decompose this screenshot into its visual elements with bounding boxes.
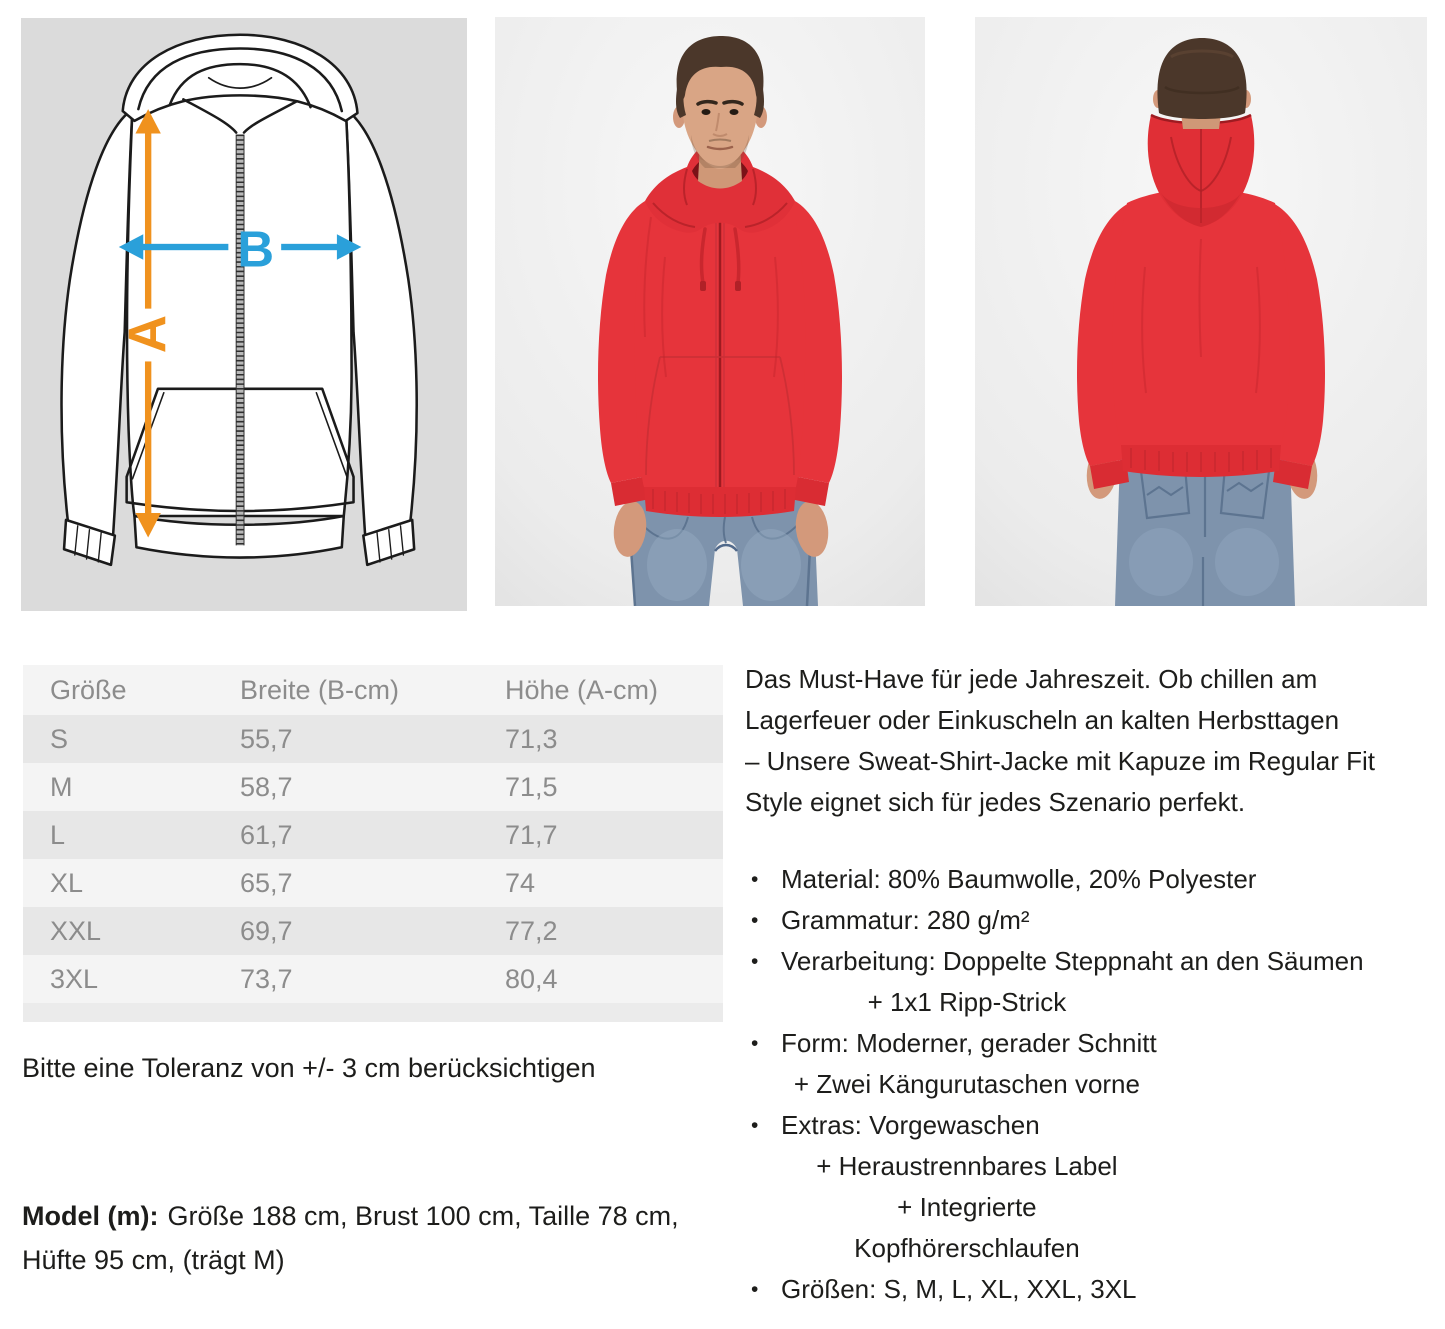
col-header-hoehe: Höhe (A-cm) (478, 665, 723, 715)
bullet-icon: • (751, 1278, 759, 1301)
bullet-icon: • (751, 1114, 759, 1137)
list-item (745, 859, 1445, 900)
table-row (23, 955, 723, 1003)
hoodie-line-art (21, 18, 467, 611)
size-diagram-panel (21, 18, 467, 611)
size-cell: XL (23, 859, 213, 907)
size-cell: XXL (23, 907, 213, 955)
col-header-groesse: Größe (23, 665, 213, 715)
model-label: Model (m): (22, 1201, 159, 1231)
feature-list (745, 859, 1445, 1310)
hoehe-cell: 77,2 (478, 907, 723, 955)
intro-line: Lagerfeuer oder Einkuscheln an kalten Herbsttagen (745, 705, 1340, 735)
model-info-line1 (22, 1194, 732, 1238)
front-model-illustration (495, 17, 925, 606)
hoehe-cell: 71,5 (478, 763, 723, 811)
label-a: A (118, 314, 178, 354)
table-row (23, 763, 723, 811)
bullet-icon: • (751, 950, 759, 973)
table-row (23, 859, 723, 907)
model-measurements: Größe 188 cm, Brust 100 cm, Taille 78 cm, (167, 1201, 679, 1231)
breite-cell: 65,7 (213, 859, 478, 907)
bullet-icon: • (751, 868, 759, 891)
tolerance-note: Bitte eine Toleranz von +/- 3 cm berücksichtigen (22, 1053, 596, 1083)
list-item (745, 1023, 1445, 1105)
hoehe-cell: 74 (478, 859, 723, 907)
breite-cell: 55,7 (213, 715, 478, 763)
size-table (23, 665, 723, 1003)
feature-text: Extras: Vorgewaschen (781, 1110, 1040, 1140)
feature-text: Form: Moderner, gerader Schnitt (781, 1028, 1157, 1058)
bullet-icon: • (751, 1032, 759, 1055)
table-header-row (23, 665, 723, 715)
back-photo-panel (975, 17, 1427, 606)
hoehe-cell: 71,7 (478, 811, 723, 859)
description-intro (745, 659, 1445, 823)
size-cell: 3XL (23, 955, 213, 1003)
size-cell: S (23, 715, 213, 763)
breite-cell: 73,7 (213, 955, 478, 1003)
model-info-line2: Hüfte 95 cm, (trägt M) (22, 1245, 285, 1275)
hoehe-cell: 71,3 (478, 715, 723, 763)
feature-subtext: + Heraustrennbares Label (816, 1151, 1118, 1181)
bullet-icon: • (751, 909, 759, 932)
feature-text: Größen: S, M, L, XL, XXL, 3XL (781, 1274, 1137, 1304)
product-description (745, 659, 1445, 1310)
zipper-line (236, 135, 244, 546)
model-info (22, 1194, 732, 1282)
size-cell: M (23, 763, 213, 811)
table-row (23, 715, 723, 763)
col-header-breite: Breite (B-cm) (213, 665, 478, 715)
feature-subtext: + Integrierte Kopfhörerschlaufen (854, 1192, 1080, 1263)
breite-cell: 58,7 (213, 763, 478, 811)
feature-subtext: + 1x1 Ripp-Strick (867, 987, 1067, 1017)
hoehe-cell: 80,4 (478, 955, 723, 1003)
breite-cell: 69,7 (213, 907, 478, 955)
breite-cell: 61,7 (213, 811, 478, 859)
intro-line: Das Must-Have für jede Jahreszeit. Ob chillen am (745, 664, 1318, 694)
list-item (745, 900, 1445, 941)
back-model-illustration (975, 17, 1427, 606)
list-item (745, 1269, 1445, 1310)
size-cell: L (23, 811, 213, 859)
label-b: B (237, 220, 275, 278)
table-bottom-strip (23, 1003, 723, 1022)
intro-line: Style eignet sich für jedes Szenario perfekt. (745, 787, 1246, 817)
feature-text: Grammatur: 280 g/m² (781, 905, 1030, 935)
intro-line: – Unsere Sweat-Shirt-Jacke mit Kapuze im Regular Fit (745, 746, 1376, 776)
table-row (23, 907, 723, 955)
feature-text: Verarbeitung: Doppelte Steppnaht an den Säumen (781, 946, 1364, 976)
feature-subtext: + Zwei Kängurutaschen vorne (793, 1069, 1140, 1099)
table-row (23, 811, 723, 859)
list-item (745, 1105, 1445, 1269)
list-item (745, 941, 1445, 1023)
feature-text: Material: 80% Baumwolle, 20% Polyester (781, 864, 1257, 894)
front-photo-panel (495, 17, 925, 606)
